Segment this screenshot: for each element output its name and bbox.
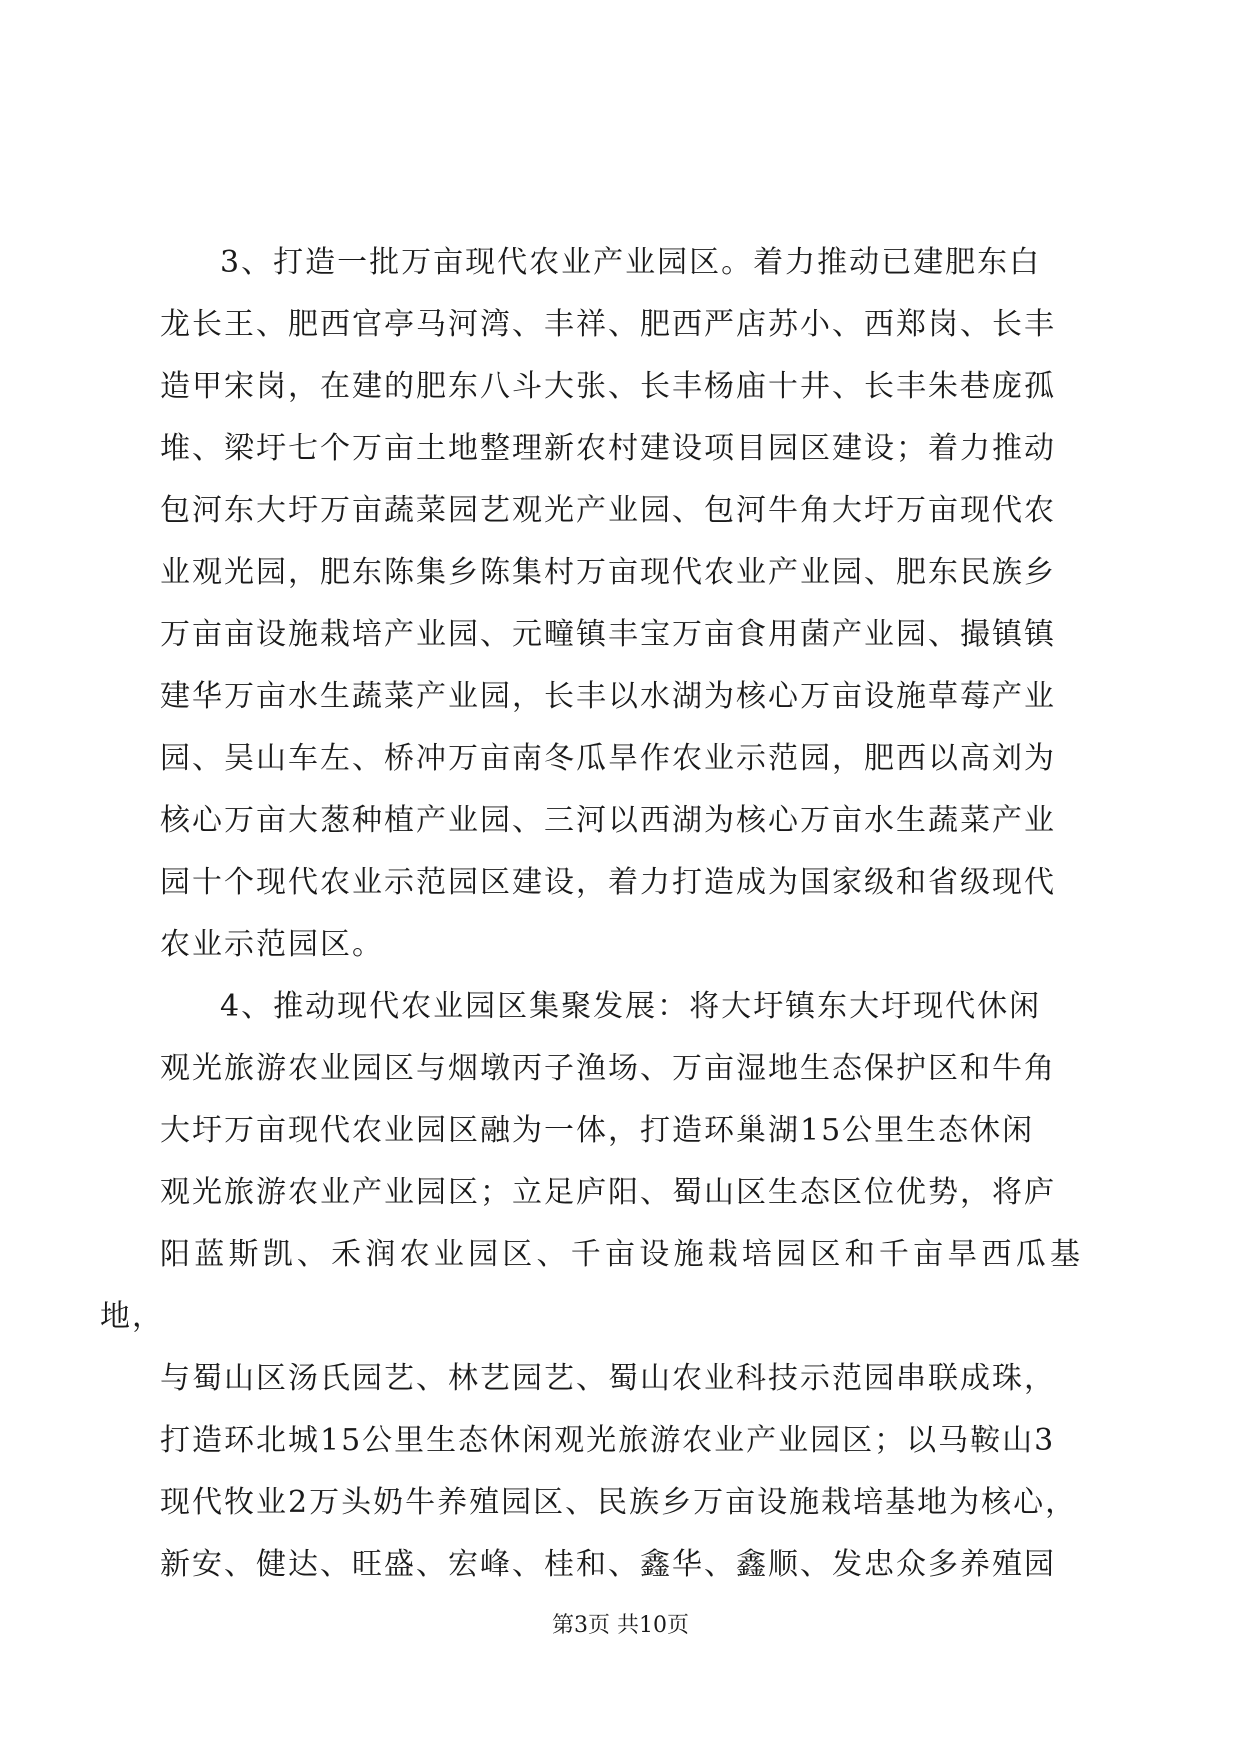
text-line: 3、打造一批万亩现代农业产业园区。着力推动已建肥东白	[220, 245, 1042, 280]
text-line: 打造环北城15公里生态休闲观光旅游农业产业园区；以马鞍山3	[160, 1423, 1056, 1458]
text-line: 堆、梁圩七个万亩土地整理新农村建设项目园区建设；着力推动	[160, 431, 1056, 466]
text-line: 观光旅游农业园区与烟墩丙子渔场、万亩湿地生态保护区和牛角	[160, 1051, 1056, 1086]
text-line: 万亩亩设施栽培产业园、元疃镇丰宝万亩食用菌产业园、撮镇镇	[160, 617, 1056, 652]
text-line: 业观光园，肥东陈集乡陈集村万亩现代农业产业园、肥东民族乡	[160, 555, 1056, 590]
paragraph-4	[100, 976, 1082, 1596]
text-line: 造甲宋岗，在建的肥东八斗大张、长丰杨庙十井、长丰朱巷庞孤	[160, 369, 1056, 404]
text-line: 龙长王、肥西官亭马河湾、丰祥、肥西严店苏小、西郑岗、长丰	[160, 307, 1056, 342]
body-text	[100, 232, 1082, 1596]
text-line: 包河东大圩万亩蔬菜园艺观光产业园、包河牛角大圩万亩现代农	[160, 493, 1056, 528]
text-line: 农业示范园区。	[160, 927, 384, 962]
text-line: 新安、健达、旺盛、宏峰、桂和、鑫华、鑫顺、发忠众多养殖园	[160, 1547, 1056, 1582]
text-line: 大圩万亩现代农业园区融为一体，打造环巢湖15公里生态休闲	[160, 1113, 1035, 1148]
paragraph-3	[160, 232, 1082, 976]
text-line: 建华万亩水生蔬菜产业园，长丰以水湖为核心万亩设施草莓产业	[160, 679, 1056, 714]
text-line: 观光旅游农业产业园区；立足庐阳、蜀山区生态区位优势，将庐	[160, 1175, 1056, 1210]
text-line: 园十个现代农业示范园区建设，着力打造成为国家级和省级现代	[160, 865, 1056, 900]
text-line: 与蜀山区汤氏园艺、林艺园艺、蜀山农业科技示范园串联成珠，	[160, 1361, 1056, 1396]
text-line: 园、吴山车左、桥冲万亩南冬瓜旱作农业示范园，肥西以高刘为	[160, 741, 1056, 776]
text-line: 核心万亩大葱种植产业园、三河以西湖为核心万亩水生蔬菜产业	[160, 803, 1056, 838]
text-line: 阳蓝斯凯、禾润农业园区、千亩设施栽培园区和千亩旱西瓜基地，	[100, 1237, 1082, 1334]
text-line: 现代牧业2万头奶牛养殖园区、民族乡万亩设施栽培基地为核心，	[160, 1485, 1078, 1520]
text-line: 4、推动现代农业园区集聚发展：将大圩镇东大圩现代休闲	[220, 989, 1042, 1024]
page-number-footer: 第3页 共10页	[552, 1613, 689, 1638]
